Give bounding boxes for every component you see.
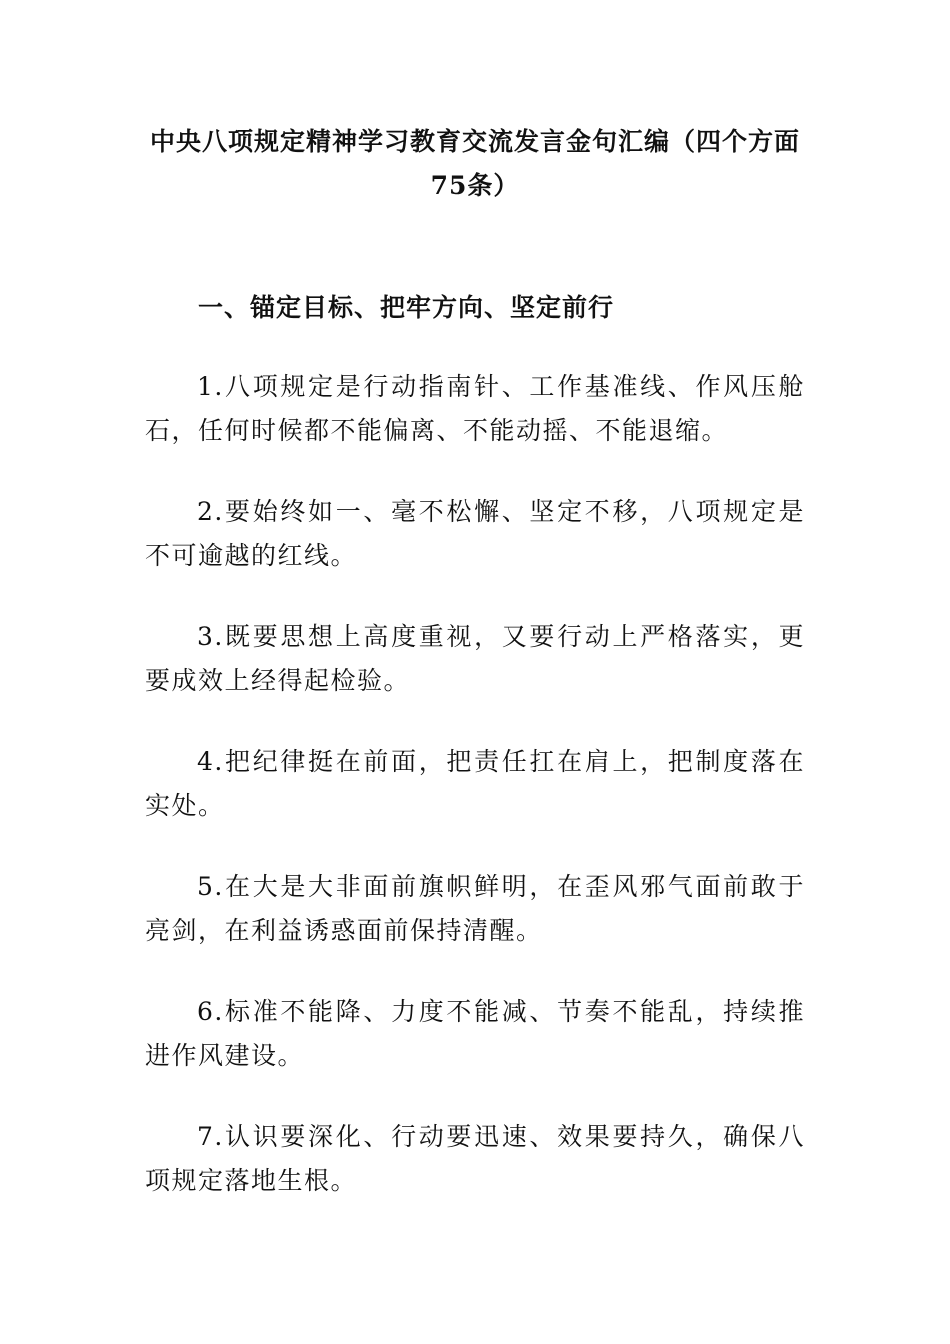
item-list [145, 365, 805, 1240]
list-item: 7.认识要深化、行动要迅速、效果要持久，确保八项规定落地生根。 [145, 1122, 805, 1195]
document-title: 中央八项规定精神学习教育交流发言金句汇编（四个方面75条） [150, 127, 801, 200]
list-item: 5.在大是大非面前旗帜鲜明，在歪风邪气面前敢于亮剑，在利益诱惑面前保持清醒。 [145, 872, 805, 945]
list-item: 3.既要思想上高度重视，又要行动上严格落实，更要成效上经得起检验。 [145, 622, 805, 695]
list-item: 4.把纪律挺在前面，把责任扛在肩上，把制度落在实处。 [145, 747, 805, 820]
section-heading: 一、锚定目标、把牢方向、坚定前行 [198, 293, 615, 322]
list-item: 1.八项规定是行动指南针、工作基准线、作风压舱石，任何时候都不能偏离、不能动摇、不能退缩。 [145, 372, 805, 445]
list-item: 2.要始终如一、毫不松懈、坚定不移，八项规定是不可逾越的红线。 [145, 497, 805, 570]
list-item: 6.标准不能降、力度不能减、节奏不能乱，持续推进作风建设。 [145, 997, 805, 1070]
